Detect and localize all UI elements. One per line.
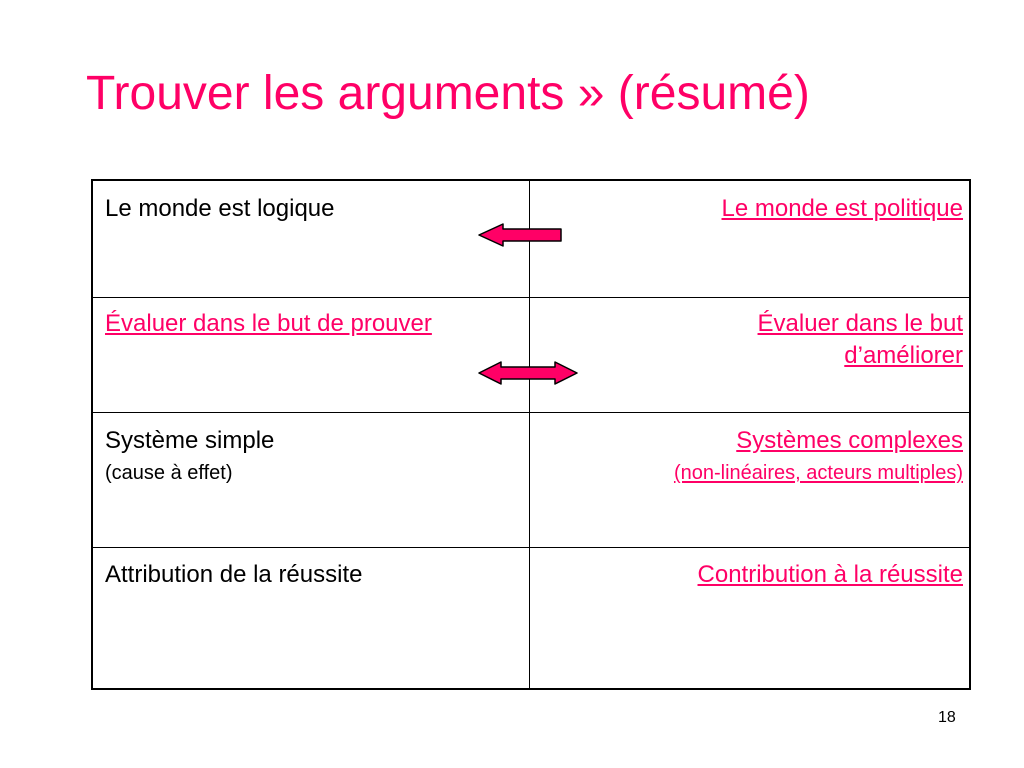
table-cell-left [105,425,515,487]
row-divider [93,547,969,548]
double-arrow-icon [477,359,579,387]
table-cell-right [539,308,963,372]
link-evaluer-prouver[interactable]: Évaluer dans le but de prouver [105,310,432,337]
row-divider [93,412,969,413]
arrow-left-icon [477,221,567,249]
link-systemes-complexes[interactable]: Systèmes complexes [736,427,963,454]
table-cell-right [539,193,963,225]
link-contribution-reussite[interactable]: Contribution à la réussite [697,561,963,588]
table-cell-left [105,559,515,591]
cell-subtext: (cause à effet) [105,462,233,484]
cell-text: Le monde est logique [105,195,335,222]
comparison-table [91,179,971,690]
page-number: 18 [938,709,956,726]
cell-text: Attribution de la réussite [105,561,363,588]
link-non-lineaires[interactable]: (non-linéaires, acteurs multiples) [673,462,963,484]
cell-text: Système simple [105,427,275,454]
row-divider [93,297,969,298]
column-divider [529,181,530,688]
table-cell-right [539,559,963,591]
table-cell-left [105,193,515,225]
link-evaluer-ameliorer[interactable]: Évaluer dans le but d’améliorer [757,310,963,369]
link-le-monde-est-politique[interactable]: Le monde est politique [721,195,963,222]
table-cell-left [105,308,515,340]
slide-title: Trouver les arguments » (résumé) [86,67,810,120]
table-cell-right [539,425,963,487]
